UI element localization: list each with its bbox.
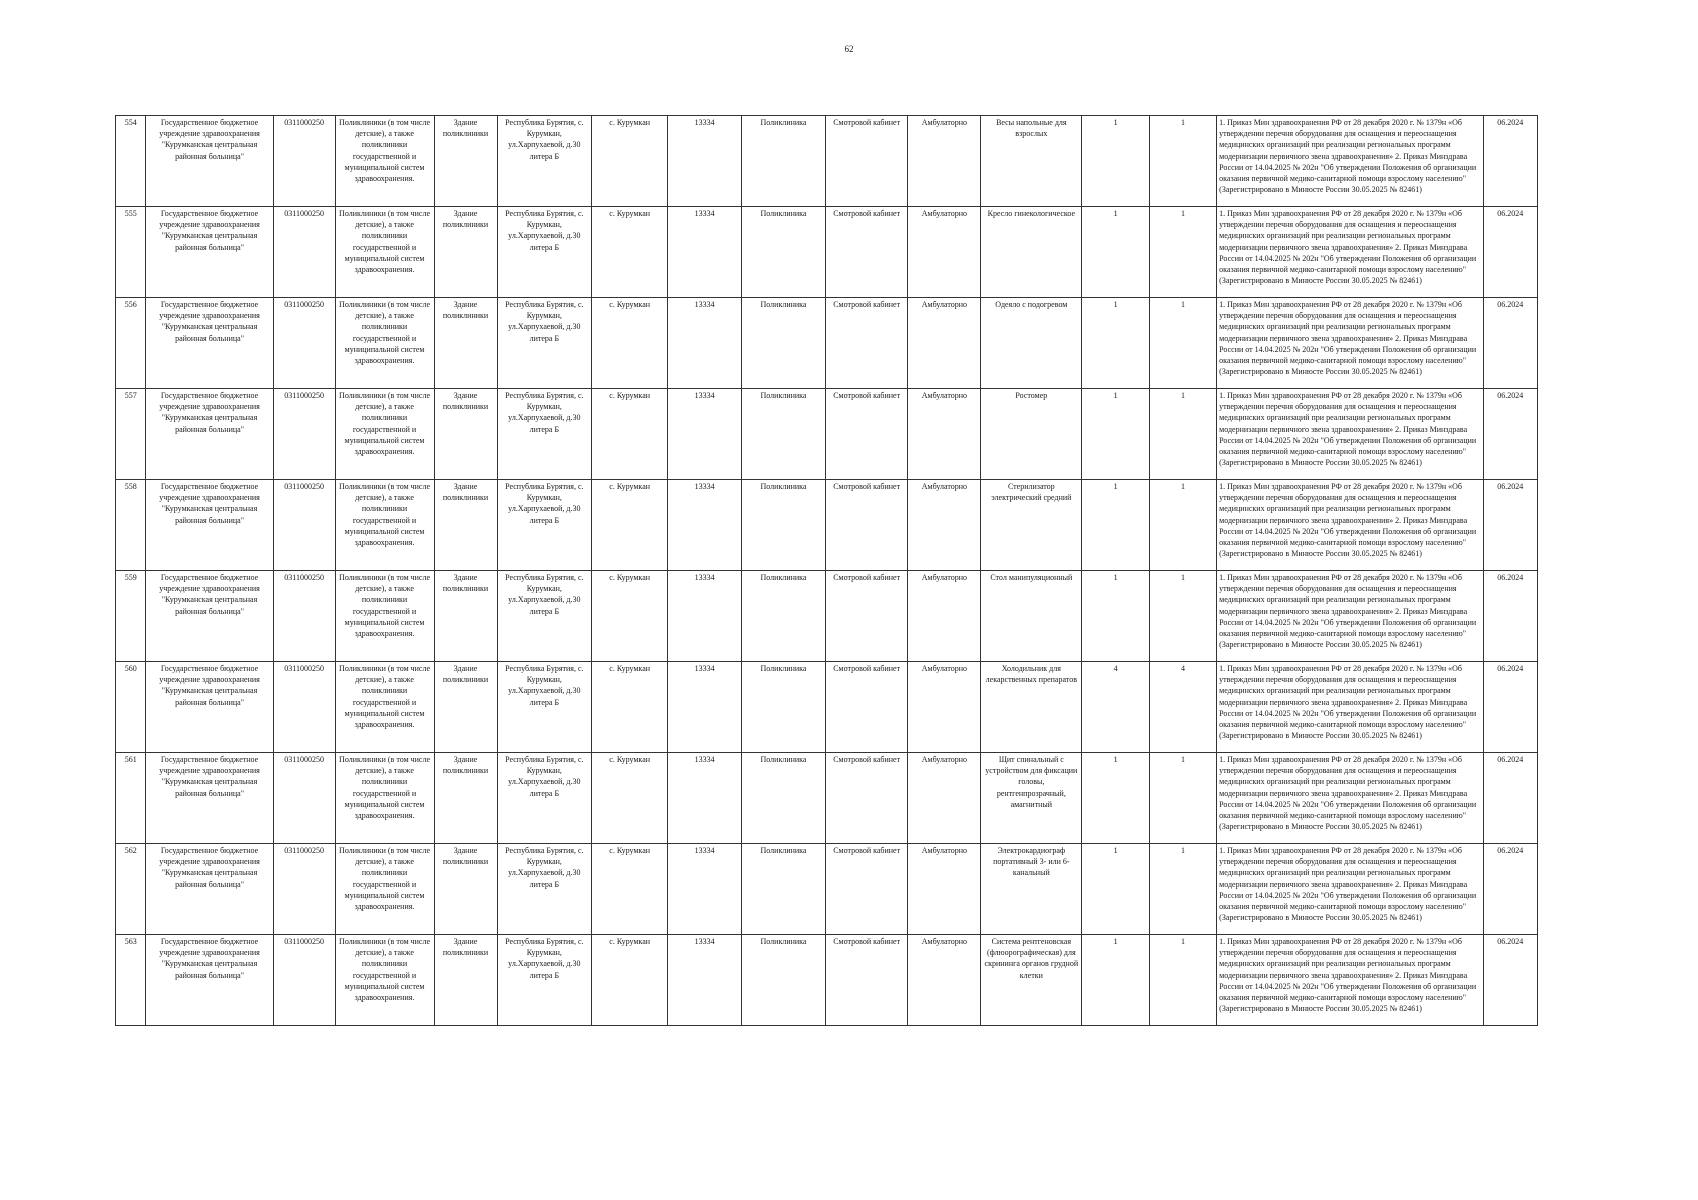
row-number: 555 <box>116 207 146 298</box>
address-cell: Республика Бурятия, с. Курумкан, ул.Харпухаевой, д.30 литера Б <box>497 207 592 298</box>
facility-type-cell: Поликлиники (в том числе детские), а также поликлиники государственной и муниципальной систем здравоохранения. <box>335 753 434 844</box>
table-row <box>116 389 1538 480</box>
settlement-code-cell: 13334 <box>668 298 742 389</box>
facility-type-cell: Поликлиники (в том числе детские), а также поликлиники государственной и муниципальной систем здравоохранения. <box>335 844 434 935</box>
room-cell: Смотровой кабинет <box>825 753 908 844</box>
institution-cell: Государственное бюджетное учреждение здравоохранения "Курумканская центральная районная больница" <box>146 571 273 662</box>
document-cell: 1. Приказ Мин здравоохранения РФ от 28 декабря 2020 г. № 1379н «Об утверждении перечня оборудования для оснащения и переоснащения медицинских организаций при реализации региональных программ модернизации первичного звена здравоохранения» 2. Приказ Минздрава России от 14.04.2025 № 202н "Об утверждении Положения об организации оказания первичной медико-санитарной помощи взрослому населению" (Зарегистрировано в Минюсте России 30.05.2025 № 82461) <box>1217 844 1483 935</box>
institution-cell: Государственное бюджетное учреждение здравоохранения "Курумканская центральная районная больница" <box>146 389 273 480</box>
qty-required-cell: 1 <box>1082 389 1149 480</box>
document-cell: 1. Приказ Мин здравоохранения РФ от 28 декабря 2020 г. № 1379н «Об утверждении перечня оборудования для оснащения и переоснащения медицинских организаций при реализации региональных программ модернизации первичного звена здравоохранения» 2. Приказ Минздрава России от 14.04.2025 № 202н "Об утверждении Положения об организации оказания первичной медико-санитарной помощи взрослому населению" (Зарегистрировано в Минюсте России 30.05.2025 № 82461) <box>1217 571 1483 662</box>
table-row <box>116 844 1538 935</box>
unit-cell: Поликлиника <box>742 480 826 571</box>
equipment-cell: Стол манипуляционный <box>981 571 1082 662</box>
building-cell: Здание поликлиники <box>434 662 497 753</box>
settlement-code-cell: 13334 <box>668 753 742 844</box>
room-cell: Смотровой кабинет <box>825 389 908 480</box>
facility-type-cell: Поликлиники (в том числе детские), а также поликлиники государственной и муниципальной систем здравоохранения. <box>335 571 434 662</box>
institution-cell: Государственное бюджетное учреждение здравоохранения "Курумканская центральная районная больница" <box>146 480 273 571</box>
settlement-code-cell: 13334 <box>668 571 742 662</box>
table-row <box>116 116 1538 207</box>
qty-planned-cell: 1 <box>1149 389 1216 480</box>
qty-required-cell: 4 <box>1082 662 1149 753</box>
unit-cell: Поликлиника <box>742 116 826 207</box>
building-cell: Здание поликлиники <box>434 935 497 1026</box>
institution-cell: Государственное бюджетное учреждение здравоохранения "Курумканская центральная районная больница" <box>146 844 273 935</box>
date-cell: 06.2024 <box>1483 207 1538 298</box>
settlement-cell: с. Курумкан <box>592 116 668 207</box>
unit-cell: Поликлиника <box>742 571 826 662</box>
address-cell: Республика Бурятия, с. Курумкан, ул.Харпухаевой, д.30 литера Б <box>497 298 592 389</box>
date-cell: 06.2024 <box>1483 480 1538 571</box>
code-cell: 0311000250 <box>273 571 335 662</box>
equipment-cell: Щит спинальный с устройством для фиксации головы, рентгенпрозрачный, амагнитный <box>981 753 1082 844</box>
settlement-code-cell: 13334 <box>668 116 742 207</box>
settlement-code-cell: 13334 <box>668 662 742 753</box>
row-number: 561 <box>116 753 146 844</box>
date-cell: 06.2024 <box>1483 662 1538 753</box>
institution-cell: Государственное бюджетное учреждение здравоохранения "Курумканская центральная районная больница" <box>146 753 273 844</box>
qty-required-cell: 1 <box>1082 298 1149 389</box>
care-type-cell: Амбулаторно <box>908 298 981 389</box>
settlement-cell: с. Курумкан <box>592 844 668 935</box>
qty-required-cell: 1 <box>1082 480 1149 571</box>
room-cell: Смотровой кабинет <box>825 844 908 935</box>
table-row <box>116 480 1538 571</box>
code-cell: 0311000250 <box>273 662 335 753</box>
building-cell: Здание поликлиники <box>434 844 497 935</box>
settlement-code-cell: 13334 <box>668 844 742 935</box>
settlement-cell: с. Курумкан <box>592 389 668 480</box>
qty-planned-cell: 1 <box>1149 571 1216 662</box>
unit-cell: Поликлиника <box>742 844 826 935</box>
facility-type-cell: Поликлиники (в том числе детские), а также поликлиники государственной и муниципальной систем здравоохранения. <box>335 116 434 207</box>
date-cell: 06.2024 <box>1483 116 1538 207</box>
qty-planned-cell: 1 <box>1149 207 1216 298</box>
facility-type-cell: Поликлиники (в том числе детские), а также поликлиники государственной и муниципальной систем здравоохранения. <box>335 662 434 753</box>
date-cell: 06.2024 <box>1483 298 1538 389</box>
qty-planned-cell: 1 <box>1149 753 1216 844</box>
table-row <box>116 207 1538 298</box>
facility-type-cell: Поликлиники (в том числе детские), а также поликлиники государственной и муниципальной систем здравоохранения. <box>335 389 434 480</box>
row-number: 559 <box>116 571 146 662</box>
care-type-cell: Амбулаторно <box>908 662 981 753</box>
building-cell: Здание поликлиники <box>434 753 497 844</box>
qty-planned-cell: 4 <box>1149 662 1216 753</box>
document-cell: 1. Приказ Мин здравоохранения РФ от 28 декабря 2020 г. № 1379н «Об утверждении перечня оборудования для оснащения и переоснащения медицинских организаций при реализации региональных программ модернизации первичного звена здравоохранения» 2. Приказ Минздрава России от 14.04.2025 № 202н "Об утверждении Положения об организации оказания первичной медико-санитарной помощи взрослому населению" (Зарегистрировано в Минюсте России 30.05.2025 № 82461) <box>1217 480 1483 571</box>
qty-planned-cell: 1 <box>1149 116 1216 207</box>
qty-required-cell: 1 <box>1082 935 1149 1026</box>
building-cell: Здание поликлиники <box>434 480 497 571</box>
row-number: 563 <box>116 935 146 1026</box>
date-cell: 06.2024 <box>1483 571 1538 662</box>
code-cell: 0311000250 <box>273 389 335 480</box>
unit-cell: Поликлиника <box>742 207 826 298</box>
room-cell: Смотровой кабинет <box>825 571 908 662</box>
address-cell: Республика Бурятия, с. Курумкан, ул.Харпухаевой, д.30 литера Б <box>497 480 592 571</box>
equipment-cell: Весы напольные для взрослых <box>981 116 1082 207</box>
settlement-code-cell: 13334 <box>668 389 742 480</box>
building-cell: Здание поликлиники <box>434 571 497 662</box>
settlement-cell: с. Курумкан <box>592 571 668 662</box>
code-cell: 0311000250 <box>273 207 335 298</box>
qty-planned-cell: 1 <box>1149 298 1216 389</box>
equipment-cell: Стерилизатор электрический средний <box>981 480 1082 571</box>
document-cell: 1. Приказ Мин здравоохранения РФ от 28 декабря 2020 г. № 1379н «Об утверждении перечня оборудования для оснащения и переоснащения медицинских организаций при реализации региональных программ модернизации первичного звена здравоохранения» 2. Приказ Минздрава России от 14.04.2025 № 202н "Об утверждении Положения об организации оказания первичной медико-санитарной помощи взрослому населению" (Зарегистрировано в Минюсте России 30.05.2025 № 82461) <box>1217 207 1483 298</box>
table-body <box>116 116 1538 1026</box>
settlement-code-cell: 13334 <box>668 207 742 298</box>
facility-type-cell: Поликлиники (в том числе детские), а также поликлиники государственной и муниципальной систем здравоохранения. <box>335 480 434 571</box>
qty-required-cell: 1 <box>1082 571 1149 662</box>
unit-cell: Поликлиника <box>742 298 826 389</box>
equipment-cell: Одеяло с подогревом <box>981 298 1082 389</box>
settlement-cell: с. Курумкан <box>592 753 668 844</box>
institution-cell: Государственное бюджетное учреждение здравоохранения "Курумканская центральная районная больница" <box>146 207 273 298</box>
care-type-cell: Амбулаторно <box>908 935 981 1026</box>
room-cell: Смотровой кабинет <box>825 116 908 207</box>
settlement-cell: с. Курумкан <box>592 207 668 298</box>
table-row <box>116 571 1538 662</box>
settlement-code-cell: 13334 <box>668 935 742 1026</box>
qty-planned-cell: 1 <box>1149 935 1216 1026</box>
date-cell: 06.2024 <box>1483 389 1538 480</box>
document-cell: 1. Приказ Мин здравоохранения РФ от 28 декабря 2020 г. № 1379н «Об утверждении перечня оборудования для оснащения и переоснащения медицинских организаций при реализации региональных программ модернизации первичного звена здравоохранения» 2. Приказ Минздрава России от 14.04.2025 № 202н "Об утверждении Положения об организации оказания первичной медико-санитарной помощи взрослому населению" (Зарегистрировано в Минюсте России 30.05.2025 № 82461) <box>1217 116 1483 207</box>
institution-cell: Государственное бюджетное учреждение здравоохранения "Курумканская центральная районная больница" <box>146 662 273 753</box>
qty-planned-cell: 1 <box>1149 844 1216 935</box>
equipment-cell: Электрокардиограф портативный 3- или 6-канальный <box>981 844 1082 935</box>
care-type-cell: Амбулаторно <box>908 571 981 662</box>
code-cell: 0311000250 <box>273 844 335 935</box>
settlement-cell: с. Курумкан <box>592 480 668 571</box>
equipment-cell: Кресло гинекологическое <box>981 207 1082 298</box>
care-type-cell: Амбулаторно <box>908 389 981 480</box>
address-cell: Республика Бурятия, с. Курумкан, ул.Харпухаевой, д.30 литера Б <box>497 662 592 753</box>
table-row <box>116 662 1538 753</box>
equipment-cell: Ростомер <box>981 389 1082 480</box>
facility-type-cell: Поликлиники (в том числе детские), а также поликлиники государственной и муниципальной систем здравоохранения. <box>335 935 434 1026</box>
date-cell: 06.2024 <box>1483 753 1538 844</box>
care-type-cell: Амбулаторно <box>908 844 981 935</box>
equipment-cell: Система рентгеновская (флюорографическая) для скрининга органов грудной клетки <box>981 935 1082 1026</box>
qty-required-cell: 1 <box>1082 116 1149 207</box>
room-cell: Смотровой кабинет <box>825 298 908 389</box>
facility-type-cell: Поликлиники (в том числе детские), а также поликлиники государственной и муниципальной систем здравоохранения. <box>335 298 434 389</box>
settlement-cell: с. Курумкан <box>592 935 668 1026</box>
address-cell: Республика Бурятия, с. Курумкан, ул.Харпухаевой, д.30 литера Б <box>497 389 592 480</box>
room-cell: Смотровой кабинет <box>825 480 908 571</box>
facility-type-cell: Поликлиники (в том числе детские), а также поликлиники государственной и муниципальной систем здравоохранения. <box>335 207 434 298</box>
table-row <box>116 753 1538 844</box>
institution-cell: Государственное бюджетное учреждение здравоохранения "Курумканская центральная районная больница" <box>146 935 273 1026</box>
room-cell: Смотровой кабинет <box>825 662 908 753</box>
care-type-cell: Амбулаторно <box>908 480 981 571</box>
building-cell: Здание поликлиники <box>434 207 497 298</box>
room-cell: Смотровой кабинет <box>825 935 908 1026</box>
row-number: 554 <box>116 116 146 207</box>
document-cell: 1. Приказ Мин здравоохранения РФ от 28 декабря 2020 г. № 1379н «Об утверждении перечня оборудования для оснащения и переоснащения медицинских организаций при реализации региональных программ модернизации первичного звена здравоохранения» 2. Приказ Минздрава России от 14.04.2025 № 202н "Об утверждении Положения об организации оказания первичной медико-санитарной помощи взрослому населению" (Зарегистрировано в Минюсте России 30.05.2025 № 82461) <box>1217 753 1483 844</box>
qty-required-cell: 1 <box>1082 207 1149 298</box>
row-number: 557 <box>116 389 146 480</box>
table-row <box>116 298 1538 389</box>
unit-cell: Поликлиника <box>742 753 826 844</box>
address-cell: Республика Бурятия, с. Курумкан, ул.Харпухаевой, д.30 литера Б <box>497 571 592 662</box>
qty-required-cell: 1 <box>1082 753 1149 844</box>
address-cell: Республика Бурятия, с. Курумкан, ул.Харпухаевой, д.30 литера Б <box>497 935 592 1026</box>
code-cell: 0311000250 <box>273 116 335 207</box>
date-cell: 06.2024 <box>1483 935 1538 1026</box>
document-cell: 1. Приказ Мин здравоохранения РФ от 28 декабря 2020 г. № 1379н «Об утверждении перечня оборудования для оснащения и переоснащения медицинских организаций при реализации региональных программ модернизации первичного звена здравоохранения» 2. Приказ Минздрава России от 14.04.2025 № 202н "Об утверждении Положения об организации оказания первичной медико-санитарной помощи взрослому населению" (Зарегистрировано в Минюсте России 30.05.2025 № 82461) <box>1217 298 1483 389</box>
row-number: 560 <box>116 662 146 753</box>
equipment-cell: Холодильник для лекарственных препаратов <box>981 662 1082 753</box>
date-cell: 06.2024 <box>1483 844 1538 935</box>
address-cell: Республика Бурятия, с. Курумкан, ул.Харпухаевой, д.30 литера Б <box>497 753 592 844</box>
settlement-cell: с. Курумкан <box>592 298 668 389</box>
qty-planned-cell: 1 <box>1149 480 1216 571</box>
institution-cell: Государственное бюджетное учреждение здравоохранения "Курумканская центральная районная больница" <box>146 298 273 389</box>
code-cell: 0311000250 <box>273 753 335 844</box>
care-type-cell: Амбулаторно <box>908 753 981 844</box>
equipment-table <box>115 115 1538 1026</box>
unit-cell: Поликлиника <box>742 662 826 753</box>
qty-required-cell: 1 <box>1082 844 1149 935</box>
code-cell: 0311000250 <box>273 298 335 389</box>
page-number: 62 <box>844 44 854 54</box>
table-row <box>116 935 1538 1026</box>
address-cell: Республика Бурятия, с. Курумкан, ул.Харпухаевой, д.30 литера Б <box>497 116 592 207</box>
unit-cell: Поликлиника <box>742 935 826 1026</box>
care-type-cell: Амбулаторно <box>908 207 981 298</box>
unit-cell: Поликлиника <box>742 389 826 480</box>
row-number: 556 <box>116 298 146 389</box>
settlement-cell: с. Курумкан <box>592 662 668 753</box>
code-cell: 0311000250 <box>273 480 335 571</box>
code-cell: 0311000250 <box>273 935 335 1026</box>
building-cell: Здание поликлиники <box>434 298 497 389</box>
row-number: 562 <box>116 844 146 935</box>
row-number: 558 <box>116 480 146 571</box>
institution-cell: Государственное бюджетное учреждение здравоохранения "Курумканская центральная районная больница" <box>146 116 273 207</box>
building-cell: Здание поликлиники <box>434 389 497 480</box>
document-cell: 1. Приказ Мин здравоохранения РФ от 28 декабря 2020 г. № 1379н «Об утверждении перечня оборудования для оснащения и переоснащения медицинских организаций при реализации региональных программ модернизации первичного звена здравоохранения» 2. Приказ Минздрава России от 14.04.2025 № 202н "Об утверждении Положения об организации оказания первичной медико-санитарной помощи взрослому населению" (Зарегистрировано в Минюсте России 30.05.2025 № 82461) <box>1217 662 1483 753</box>
care-type-cell: Амбулаторно <box>908 116 981 207</box>
room-cell: Смотровой кабинет <box>825 207 908 298</box>
address-cell: Республика Бурятия, с. Курумкан, ул.Харпухаевой, д.30 литера Б <box>497 844 592 935</box>
document-cell: 1. Приказ Мин здравоохранения РФ от 28 декабря 2020 г. № 1379н «Об утверждении перечня оборудования для оснащения и переоснащения медицинских организаций при реализации региональных программ модернизации первичного звена здравоохранения» 2. Приказ Минздрава России от 14.04.2025 № 202н "Об утверждении Положения об организации оказания первичной медико-санитарной помощи взрослому населению" (Зарегистрировано в Минюсте России 30.05.2025 № 82461) <box>1217 935 1483 1026</box>
document-cell: 1. Приказ Мин здравоохранения РФ от 28 декабря 2020 г. № 1379н «Об утверждении перечня оборудования для оснащения и переоснащения медицинских организаций при реализации региональных программ модернизации первичного звена здравоохранения» 2. Приказ Минздрава России от 14.04.2025 № 202н "Об утверждении Положения об организации оказания первичной медико-санитарной помощи взрослому населению" (Зарегистрировано в Минюсте России 30.05.2025 № 82461) <box>1217 389 1483 480</box>
building-cell: Здание поликлиники <box>434 116 497 207</box>
settlement-code-cell: 13334 <box>668 480 742 571</box>
